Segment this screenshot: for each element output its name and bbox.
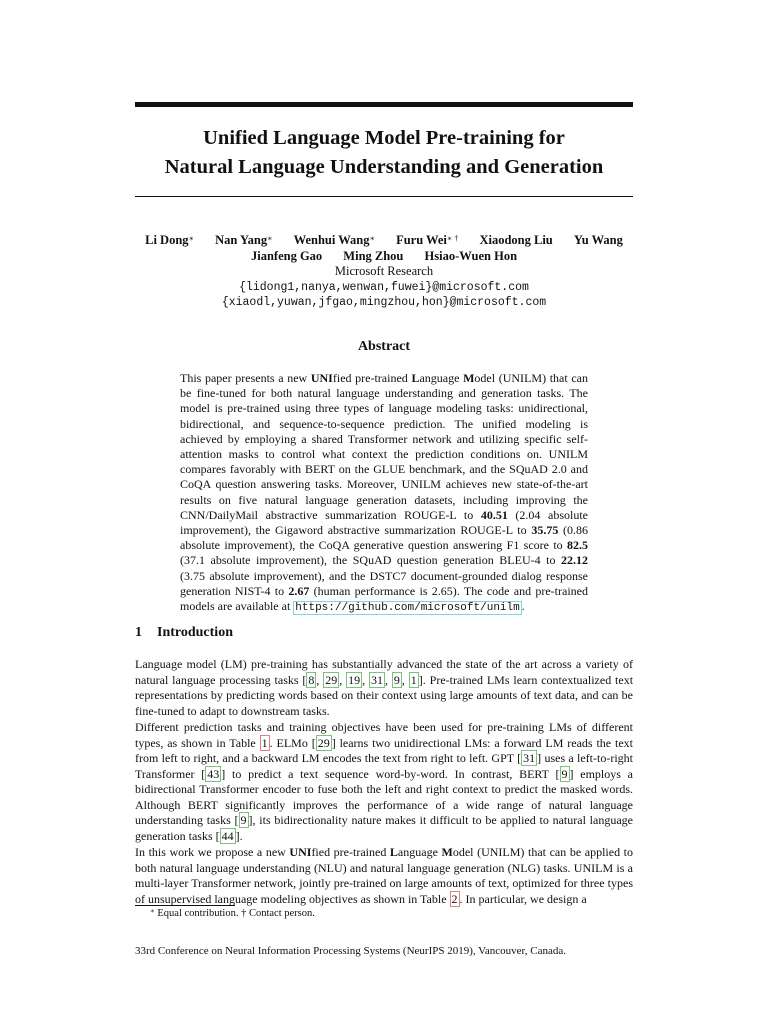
author: Xiaodong Liu: [479, 233, 553, 247]
unilm-name: UNILM: [548, 447, 588, 462]
citation-link[interactable]: 9: [561, 766, 568, 781]
result-value: 40.51: [480, 507, 508, 522]
author: Li Dong∗: [145, 233, 194, 247]
result-value: 35.75: [531, 523, 559, 538]
citation-link[interactable]: 19: [348, 672, 361, 687]
author: Wenhui Wang∗: [293, 233, 375, 247]
intro-paragraph-2: Different prediction tasks and training objectives have been used for pre-training LMs of different types, as shown in Table 1 . ELMo [ 29 ] learns two unidirectional LMs: a forward LM reads the text from left to right, and a backward LM encodes the text from right to left. GPT [ 31 ] uses a left-to-right Transformer [ 43 ] to predict a text sequence word-by-word. In contrast, BERT [ 9 ] employs a bidirectional Transformer encoder to fuse both the left and right context to predict the masked words. Although BERT significantly improves the performance of a wide range of natural language understanding tasks [ 9 ], its bidirectionality nature makes it difficult to be applied to natural language generation tasks [ 44 ].: [135, 720, 633, 843]
citation-link[interactable]: 9: [240, 813, 247, 827]
unilm-name: UNILM: [573, 860, 614, 875]
footnote-rule: [135, 905, 235, 906]
section-heading-introduction: 1 Introduction: [135, 625, 233, 640]
conference-note: 33rd Conference on Neural Information Processing Systems (NeurIPS 2019), Vancouver, Canada.: [135, 945, 567, 957]
author: Hsiao-Wuen Hon: [424, 248, 518, 263]
citation-link[interactable]: 43: [207, 766, 220, 781]
footnote: ∗ Equal contribution. † Contact person.: [150, 907, 315, 919]
result-value: 22.12: [561, 553, 588, 568]
citation-link[interactable]: 1: [410, 672, 417, 687]
code-url-link[interactable]: https://github.com/microsoft/unilm: [295, 602, 520, 615]
citation-link[interactable]: 29: [317, 735, 330, 750]
paper-title: [135, 124, 633, 182]
intro-paragraph-3: In this work we propose a new UNIfied pre-trained Language Model (UNILM) that can be applied to both natural language understanding (NLU) and natural language generation (NLG) tasks. UNILM is a multi-layer Transformer network, jointly pre-trained on large amounts of text, optimized for three types of unsupervised language modeling objectives as shown in Table 2 . In particular, we design a: [135, 845, 633, 906]
title-top-rule: [135, 102, 633, 107]
table-ref-link[interactable]: 1: [261, 735, 268, 750]
author-block: [135, 231, 633, 311]
intro-paragraph-1: Language model (LM) pre-training has substantially advanced the state of the art across a variety of natural language processing tasks [ 8 , 29 , 19 , 31 , 9 , 1 ]. Pre-trained LMs learn contextualized text representations by predicting words based on their context using large amounts of text data, and can be fine-tuned to adapt to downstream tasks.: [135, 657, 634, 718]
citation-link[interactable]: 31: [523, 751, 536, 765]
citation-link[interactable]: 31: [371, 672, 384, 687]
author-row-2: [135, 249, 633, 265]
citation-link[interactable]: 9: [393, 672, 400, 687]
author-emails-1[interactable]: {lidong1,nanya,wenwan,fuwei}@microsoft.com: [239, 280, 529, 294]
result-value: 2.67: [288, 583, 310, 598]
author-row-1: [135, 231, 633, 249]
abstract-body: This paper presents a new UNIfied pre-trained Language Model (UNILM) that can be fine-tuned for both natural language understanding and generation tasks. The model is pre-trained using three types of language modeling tasks: unidirectional, bidirectional, and sequence-to-sequence prediction. The unified modeling is achieved by employing a shared Transformer network and utilizing specific self-attention masks to control what context the prediction conditions on. UNILM compares favorably with BERT on the GLUE benchmark, and the SQuAD 2.0 and CoQA question answering tasks. Moreover, UNILM achieves new state-of-the-art results on five natural language generation datasets, including improving the CNN/DailyMail abstractive summarization ROUGE-L to 40.51 (2.04 absolute improvement), the Gigaword abstractive summarization ROUGE-L to 35.75 (0.86 absolute improvement), the CoQA generative question answering F1 score to 82.5 (37.1 absolute improvement), the SQuAD question generation BLEU-4 to 22.12 (3.75 absolute improvement), and the DSTC7 document-grounded dialog response generation NIST-4 to 2.67 (human performance is 2.65). The code and pre-trained models are available at https://github.com/microsoft/unilm .: [180, 371, 588, 615]
author: Nan Yang∗: [215, 233, 273, 247]
author: Ming Zhou: [343, 248, 404, 263]
unilm-name: UNILM: [502, 371, 543, 385]
title-line-1: Unified Language Model Pre-training for: [203, 127, 565, 149]
unilm-name: UNILM: [401, 477, 441, 492]
citation-link[interactable]: 29: [325, 672, 338, 687]
title-line-2: Natural Language Understanding and Generation: [164, 156, 604, 178]
affiliation: Microsoft Research: [334, 264, 434, 278]
unilm-name: UNILM: [481, 845, 521, 859]
author: Yu Wang: [573, 233, 623, 247]
table-ref-link[interactable]: 2: [451, 891, 458, 906]
title-bottom-rule: [135, 196, 633, 197]
author-emails-2[interactable]: {xiaodl,yuwan,jfgao,mingzhou,hon}@microsoft.com: [221, 296, 547, 309]
citation-link[interactable]: 44: [221, 828, 234, 843]
citation-link[interactable]: 8: [308, 672, 315, 687]
author: Furu Wei∗ †: [396, 233, 459, 247]
abstract-heading: Abstract: [357, 339, 411, 354]
author: Jianfeng Gao: [250, 248, 323, 263]
result-value: 82.5: [567, 538, 588, 553]
